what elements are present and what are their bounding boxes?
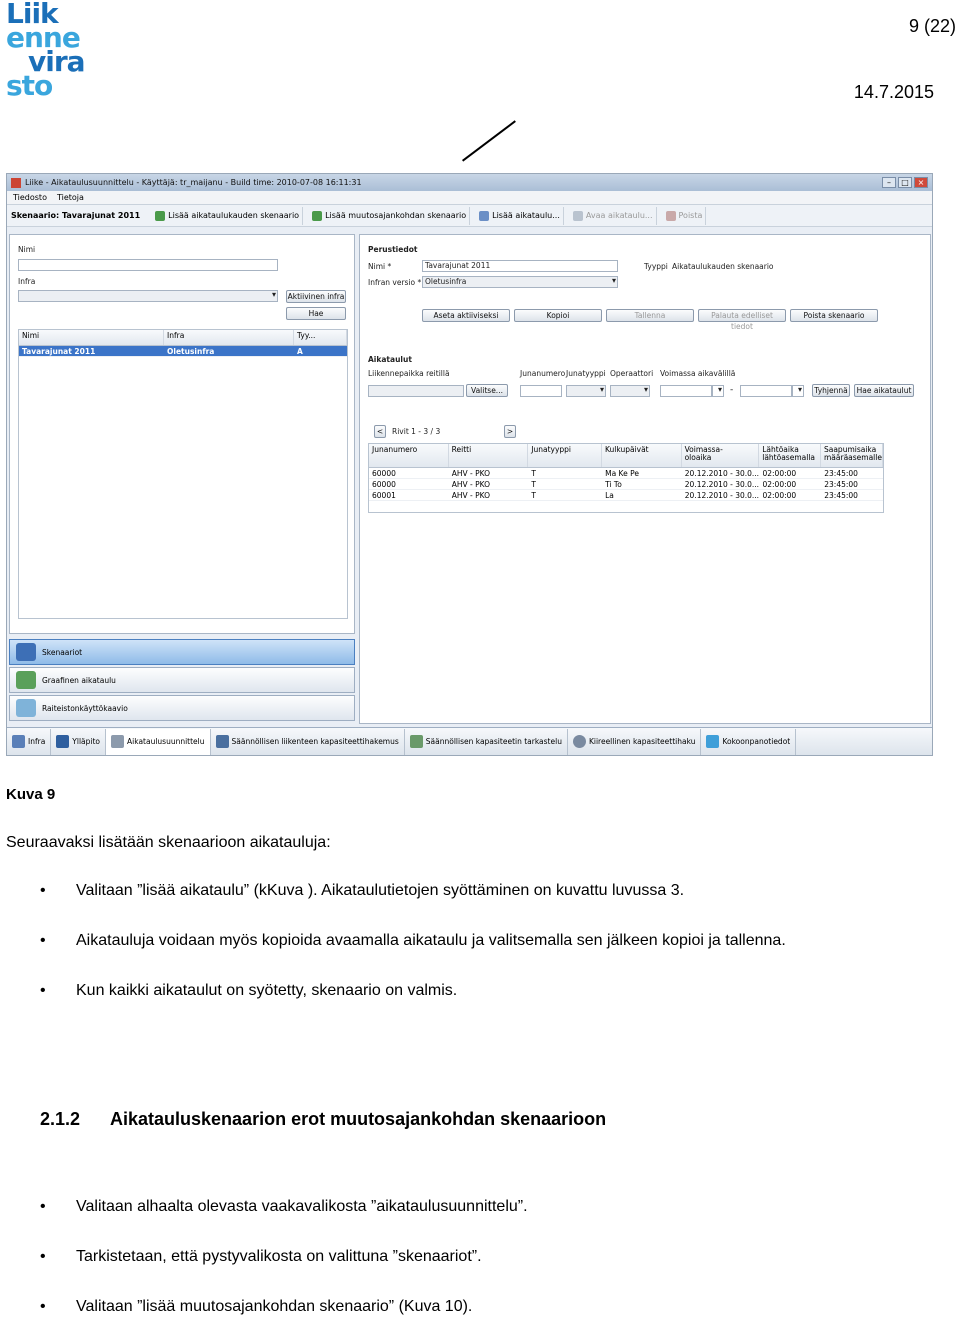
nav-track-usage-label: Raiteistonkäyttökaavio bbox=[42, 703, 128, 713]
table-cell: 02:00:00 bbox=[762, 469, 797, 478]
book-icon bbox=[16, 643, 36, 661]
tab-composition[interactable] bbox=[701, 729, 796, 755]
list-item: • Valitaan ”lisää aikataulu” (kKuva ). Aikataulutietojen syöttäminen on kuvattu luvussa 3. bbox=[40, 878, 920, 904]
choose-button[interactable]: Valitse... bbox=[466, 384, 508, 397]
scenario-table bbox=[18, 329, 348, 619]
column-header[interactable]: Junatyyppi bbox=[528, 444, 602, 467]
column-header[interactable]: Kulkupäivät bbox=[602, 444, 682, 467]
table-cell: T bbox=[531, 491, 536, 500]
column-header[interactable]: Voimassa- oloaika bbox=[682, 444, 760, 467]
maximize-icon[interactable]: □ bbox=[898, 177, 912, 188]
logo-line: vira bbox=[28, 45, 85, 78]
logo-line: sto bbox=[6, 69, 53, 102]
column-header[interactable]: Lähtöaika lähtöasemalla bbox=[759, 444, 821, 467]
table-cell: AHV - PKO bbox=[451, 480, 490, 489]
delete-icon bbox=[666, 211, 676, 221]
tab-capacity-application[interactable] bbox=[211, 729, 405, 755]
table-header bbox=[369, 444, 883, 468]
nav-track-usage[interactable] bbox=[9, 695, 355, 721]
infra-version-label: Infran versio * bbox=[368, 278, 422, 287]
tab-label: Kokoonpanotiedot bbox=[722, 737, 791, 746]
table-cell: 60000 bbox=[372, 469, 396, 478]
table-cell: 23:45:00 bbox=[824, 469, 858, 478]
tab-label: Säännöllisen kapasiteetin tarkastelu bbox=[425, 737, 562, 746]
table-cell: 02:00:00 bbox=[762, 491, 797, 500]
nav-scenarios[interactable] bbox=[9, 639, 355, 665]
section-title: Aikatauluskenaarion erot muutosajankohdan skenaarioon bbox=[110, 1109, 607, 1129]
table-row[interactable] bbox=[19, 346, 347, 357]
save-button[interactable]: Tallenna bbox=[606, 309, 694, 322]
table-cell: T bbox=[531, 480, 536, 489]
add-schedule-button[interactable] bbox=[476, 207, 564, 225]
name-label: Nimi bbox=[18, 245, 36, 254]
clock-icon bbox=[573, 735, 586, 748]
table-cell: Oletusinfra bbox=[167, 347, 215, 356]
table-cell: Tavarajunat 2011 bbox=[22, 347, 96, 356]
infra-icon bbox=[12, 735, 25, 748]
copy-button[interactable]: Kopioi bbox=[514, 309, 602, 322]
name-input[interactable] bbox=[18, 259, 278, 271]
previous-page-button[interactable]: < bbox=[374, 425, 386, 438]
table-cell: 23:45:00 bbox=[824, 491, 858, 500]
capacity-review-icon bbox=[410, 735, 423, 748]
validity-end-input[interactable] bbox=[740, 385, 792, 397]
tab-capacity-review[interactable] bbox=[405, 729, 568, 755]
close-icon[interactable]: × bbox=[914, 177, 928, 188]
document-date: 14.7.2015 bbox=[853, 82, 934, 102]
validity-between-label: Voimassa aikavälillä bbox=[660, 369, 736, 378]
validity-end-dropdown[interactable] bbox=[792, 385, 804, 397]
page-number: 9 (22) bbox=[908, 16, 956, 36]
infra-select[interactable] bbox=[18, 290, 278, 302]
scenario-name-input[interactable]: Tavarajunat 2011 bbox=[422, 260, 618, 272]
search-button[interactable]: Hae bbox=[286, 307, 346, 320]
rows-count: Rivit 1 - 3 / 3 bbox=[392, 427, 441, 436]
operators-select[interactable] bbox=[610, 385, 650, 397]
list-item: • Valitaan ”lisää muutosajankohdan skenaario” (Kuva 10). bbox=[40, 1294, 920, 1319]
list-item: • Tarkistetaan, että pystyvalikosta on valittuna ”skenaariot”. bbox=[40, 1244, 920, 1270]
basic-info-heading: Perustiedot bbox=[368, 245, 418, 254]
add-change-scenario-button[interactable] bbox=[309, 207, 470, 225]
delete-scenario-button[interactable]: Poista skenaario bbox=[790, 309, 878, 322]
schedules-table bbox=[368, 443, 884, 513]
add-scenario-icon bbox=[155, 211, 165, 221]
table-cell: 60000 bbox=[372, 480, 396, 489]
scenario-search-panel bbox=[9, 234, 355, 634]
logo-line: enne bbox=[6, 21, 80, 54]
track-diagram-icon bbox=[16, 699, 36, 717]
column-header[interactable]: Saapumisaika määräasemalle bbox=[821, 444, 883, 467]
tab-label: Infra bbox=[28, 737, 46, 746]
train-number-label: Junanumero bbox=[520, 369, 566, 378]
module-tabs bbox=[7, 727, 932, 755]
window-title: Liike - Aikataulusuunnittelu - Käyttäjä: tr_maijanu - Build time: 2010-07-08 16:11:31 bbox=[25, 178, 362, 187]
table-cell: Ti To bbox=[605, 480, 622, 489]
table-cell: 20.12.2010 - 30.0... bbox=[684, 491, 760, 500]
minimize-icon[interactable]: – bbox=[882, 177, 896, 188]
add-schedule-scenario-button[interactable] bbox=[152, 207, 303, 225]
type-label: Tyyppi bbox=[644, 262, 668, 271]
scenario-name-label: Nimi * bbox=[368, 262, 392, 271]
add-scenario-icon bbox=[312, 211, 322, 221]
schedules-heading: Aikataulut bbox=[368, 355, 412, 364]
table-cell: A bbox=[297, 347, 303, 356]
open-schedule-button[interactable] bbox=[570, 207, 657, 225]
tab-maintenance[interactable] bbox=[51, 729, 106, 755]
train-number-input[interactable] bbox=[520, 385, 562, 397]
section-heading bbox=[40, 1109, 606, 1130]
composition-icon bbox=[706, 735, 719, 748]
type-value: Aikataulukauden skenaario bbox=[672, 262, 774, 271]
list-item: • Aikatauluja voidaan myös kopioida avaamalla aikataulu ja valitsemalla sen jälkeen kopioi ja tallenna. bbox=[40, 928, 920, 954]
application-screenshot bbox=[6, 173, 933, 756]
table-cell: Ma Ke Pe bbox=[605, 469, 639, 478]
set-active-button[interactable]: Aseta aktiiviseksi bbox=[422, 309, 510, 322]
delete-button[interactable] bbox=[663, 207, 707, 225]
annotation-arrow bbox=[462, 120, 516, 161]
open-schedule-icon bbox=[573, 211, 583, 221]
bullet-list-2 bbox=[40, 1194, 920, 1319]
toolbar bbox=[7, 205, 932, 227]
column-header[interactable]: Infra bbox=[164, 330, 294, 345]
table-cell: AHV - PKO bbox=[451, 469, 490, 478]
scenario-label: Skenaario: Tavarajunat 2011 bbox=[11, 211, 141, 220]
train-type-select[interactable] bbox=[566, 385, 606, 397]
intro-paragraph: Seuraavaksi lisätään skenaarioon aikatauluja: bbox=[6, 834, 331, 851]
operators-label: Operaattori bbox=[610, 369, 654, 378]
list-item: • Valitaan alhaalta olevasta vaakavalikosta ”aikataulusuunnittelu”. bbox=[40, 1194, 920, 1220]
list-item: • Kun kaikki aikataulut on syötetty, skenaario on valmis. bbox=[40, 978, 920, 1004]
train-type-label: Junatyyppi bbox=[566, 369, 606, 378]
schedule-planning-icon bbox=[111, 735, 124, 748]
tab-label: Ylläpito bbox=[72, 737, 101, 746]
tab-infra[interactable] bbox=[7, 729, 51, 755]
menu-bar bbox=[7, 191, 932, 205]
app-icon bbox=[11, 178, 21, 188]
liikennevirasto-logo bbox=[6, 0, 106, 102]
route-label: Liikennepaikka reitillä bbox=[368, 369, 450, 378]
graph-icon bbox=[16, 671, 36, 689]
nav-graphical-schedule[interactable] bbox=[9, 667, 355, 693]
bullet-list-1 bbox=[40, 878, 920, 1004]
active-infra-button[interactable]: Aktiivinen infra bbox=[287, 292, 345, 301]
tab-label: Aikataulusuunnittelu bbox=[127, 737, 205, 746]
logo-line: Liik bbox=[6, 0, 58, 30]
column-header[interactable]: Reitti bbox=[449, 444, 529, 467]
delete-label: Poista bbox=[678, 211, 703, 220]
tab-label: Säännöllisen liikenteen kapasiteettihakemus bbox=[231, 737, 399, 746]
capacity-application-icon bbox=[216, 735, 229, 748]
nav-scenarios-label: Skenaariot bbox=[42, 647, 83, 657]
table-cell: T bbox=[531, 469, 536, 478]
window-titlebar bbox=[7, 174, 932, 191]
menu-tiedosto[interactable]: Tiedosto bbox=[13, 193, 47, 202]
add-schedule-label: Lisää aikataulu... bbox=[492, 211, 560, 220]
table-row[interactable] bbox=[369, 490, 883, 501]
section-number: 2.1.2 bbox=[40, 1109, 81, 1129]
validity-start-input[interactable] bbox=[660, 385, 712, 397]
figure-caption: Kuva 9 bbox=[6, 786, 56, 803]
infra-label: Infra bbox=[18, 277, 36, 286]
maintenance-icon bbox=[56, 735, 69, 748]
tab-schedule-planning[interactable] bbox=[106, 729, 211, 755]
restore-button[interactable]: Palauta edelliset tiedot bbox=[698, 309, 786, 322]
clear-button[interactable]: Tyhjennä bbox=[812, 384, 850, 397]
table-row[interactable] bbox=[369, 468, 883, 479]
tab-label: Kiireellinen kapasiteettihaku bbox=[588, 737, 696, 746]
date-range-dash: - bbox=[730, 385, 734, 395]
table-cell: La bbox=[605, 491, 614, 500]
column-header[interactable]: Tyy... bbox=[294, 330, 347, 345]
column-header[interactable]: Junanumero bbox=[369, 444, 449, 467]
open-schedule-label: Avaa aikataulu... bbox=[585, 211, 653, 220]
validity-start-dropdown[interactable] bbox=[712, 385, 724, 397]
tab-urgent-capacity[interactable] bbox=[568, 729, 702, 755]
route-input[interactable] bbox=[368, 385, 464, 397]
add-schedule-icon bbox=[479, 211, 489, 221]
add-change-scenario-label: Lisää muutosajankohdan skenaario bbox=[325, 211, 467, 220]
table-row[interactable] bbox=[369, 479, 883, 490]
infra-version-select[interactable]: Oletusinfra ▾ bbox=[422, 276, 618, 288]
nav-graphical-schedule-label: Graafinen aikataulu bbox=[42, 675, 116, 685]
table-cell: 23:45:00 bbox=[824, 480, 858, 489]
next-page-button[interactable]: > bbox=[504, 425, 516, 438]
table-cell: 20.12.2010 - 30.0... bbox=[684, 469, 760, 478]
table-cell: 60001 bbox=[372, 491, 396, 500]
scenario-details-panel bbox=[359, 234, 931, 724]
column-header[interactable]: Nimi bbox=[19, 330, 164, 345]
add-schedule-scenario-label: Lisää aikataulukauden skenaario bbox=[168, 211, 300, 220]
table-cell: 20.12.2010 - 30.0... bbox=[684, 480, 760, 489]
menu-tietoja[interactable]: Tietoja bbox=[56, 193, 84, 202]
table-cell: AHV - PKO bbox=[451, 491, 490, 500]
search-schedules-button[interactable]: Hae aikataulut bbox=[854, 384, 914, 397]
table-header bbox=[19, 330, 347, 346]
table-cell: 02:00:00 bbox=[762, 480, 797, 489]
